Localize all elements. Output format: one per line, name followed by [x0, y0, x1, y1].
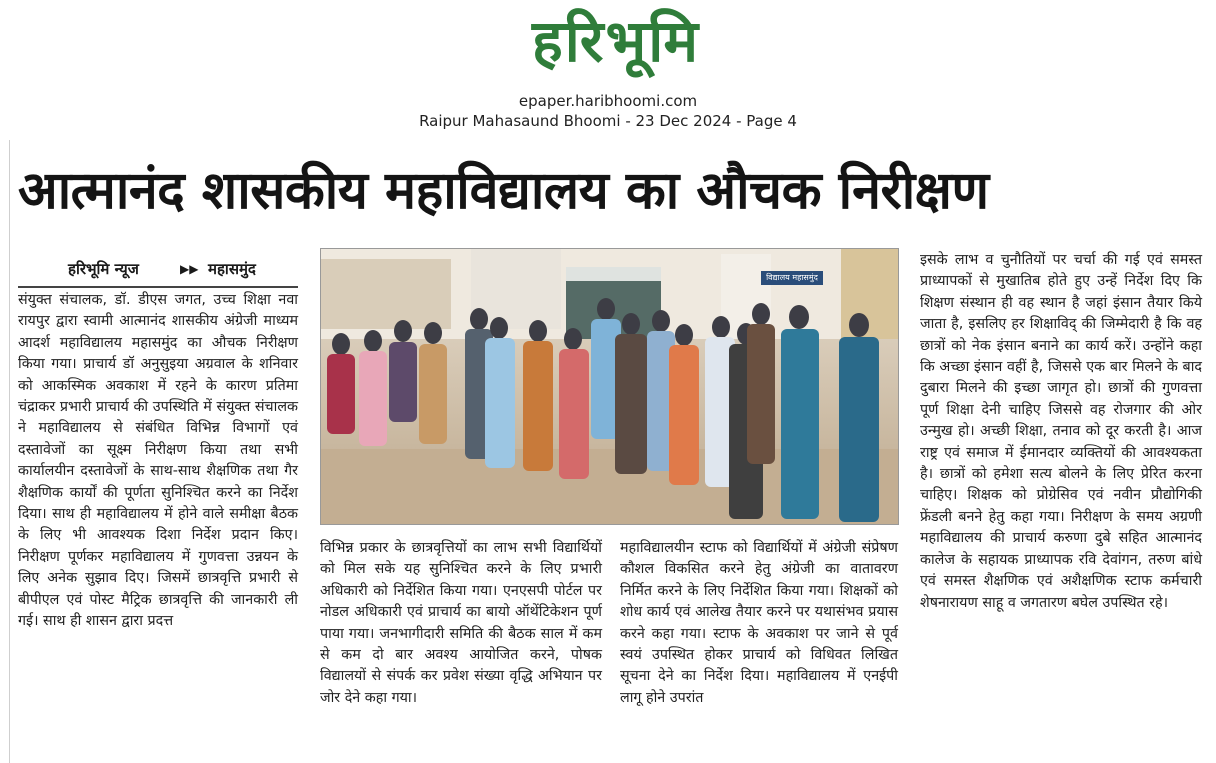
article-column-3: महाविद्यालयीन स्टाफ को विद्यार्थियों में अंग्रेजी संप्रेषण कौशल विकसित करने हेतु अंग्रेजी का वातावरण निर्मित करने के लिए निर्देशित किया गया। शिक्षकों को शोध कार्य एवं आलेख तैयार करने पर यथासंभव प्रयास करने कहा गया। स्टाफ के अवकाश पर जाने से पूर्व स्वयं उपस्थित होकर प्राचार्य को विधिवत लिखित सूचना देने का निर्देश दिया। महाविद्यालय में एनईपी लागू होने उपरांत	[620, 540, 898, 706]
byline-place: महासमुंद	[208, 260, 256, 278]
masthead	[0, 0, 1216, 135]
column-divider	[9, 140, 10, 763]
building-sign: विद्यालय महासमुंद	[761, 271, 823, 285]
byline	[18, 254, 298, 288]
article-column-2: विभिन्न प्रकार के छात्रवृत्तियों का लाभ सभी विद्यार्थियों को मिल सके यह सुनिश्चित करने के लिए प्रभारी अधिकारी को निर्देशित किया गया। एनएसपी पोर्टल पर नोडल अधिकारी एवं प्राचार्य का बायो ऑथेंटिकेशन पूर्ण पाया गया। जनभागीदारी समिति की बैठक साल में कम से कम दो बार अवश्य आयोजित करने, पोषक विद्यालयों से संपर्क कर प्रवेश संख्या वृद्धि अभियान पर जोर देने कहा गया।	[320, 540, 602, 706]
byline-source: हरिभूमि न्यूज	[68, 260, 139, 278]
article-headline: आत्मानंद शासकीय महाविद्यालय का औचक निरीक्षण	[18, 161, 989, 221]
logo-text: हरिभूमि	[531, 7, 701, 75]
edition-info: Raipur Mahasaund Bhoomi - 23 Dec 2024 - Page 4	[419, 112, 797, 130]
article-column-1: संयुक्त संचालक, डॉ. डीएस जगत, उच्च शिक्षा नवा रायपुर द्वारा स्वामी आत्मानंद शासकीय अंग्रेजी माध्यम आदर्श महाविद्यालय महासमुंद का औचक निरीक्षण किया गया। प्राचार्य डॉ अनुसुइया अग्रवाल के शनिवार को आकस्मिक अवकाश में रहने के कारण प्रतिमा चंद्राकर प्रभारी प्राचार्य की उपस्थिति में संयुक्त संचालक ने महाविद्यालय से संबंधित विभिन्न विभागों एवं दस्तावेजों का सूक्ष्म निरीक्षण किया तथा सभी कार्यालयीन दस्तावेजों के साथ-साथ शैक्षणिक तथा गैर शैक्षणिक कार्यों की पूर्णता सुनिश्चित करने का निर्देश दिया। साथ ही महाविद्यालय में होने वाले समीक्षा बैठक के लिए भी आवश्यक दिशा निर्देश प्रदान किए। निरीक्षण पूर्णकर महाविद्यालय में गुणवत्ता उन्नयन के लिए अनेक सुझाव दिए। जिसमें छात्रवृत्ति प्रभारी से बीपीएल एवं पोस्ट मैट्रिक छात्रवृत्ति की जानकारी ली गई। साथ ही शासन द्वारा प्रदत्त	[18, 292, 298, 630]
group-photo-illustration	[321, 249, 898, 524]
double-arrow-icon: ▶▶	[180, 262, 199, 276]
article-column-4: इसके लाभ व चुनौतियों पर चर्चा की गई एवं समस्त प्राध्यापकों से मुखातिब होते हुए उन्हें निर्देश दिए कि शिक्षण संस्थान ही वह स्थान है जहां इंसान तैयार किये जाता है, इसलिए हर शिक्षाविद् की जिम्मेदारी है कि वह छात्रों को नेक इंसान बनाने का कार्य करें। उन्होंने कहा कि अच्छा इंसान वहीं है, जिससे एक बार मिलने के बाद दुबारा मिलने की इच्छा जागृत हो। छात्रों की गुणवत्ता पूर्ण शिक्षा देनी चाहिए जिससे वह रोजगार की ओर उन्मुख हो। अच्छी शिक्षा, तनाव को दूर करती है। आज राष्ट्र एवं समाज में ईमानदार व्यक्तियों की आवश्यकता है। छात्रों को हमेशा सत्य बोलने के लिए प्रेरित करना चाहिए। शिक्षक को प्रोग्रेसिव एवं नवीन प्रौद्योगिकी फ्रेंडली बनने हेतु कहा गया। निरीक्षण के समय अग्रणी महाविद्यालय की प्राचार्य करुणा दुबे सहित आत्मानंद कालेज के सहायक प्राध्यापक रवि देवांगन, तरुण बांधे एवं समस्त शैक्षणिक एवं अशैक्षणिक स्टाफ कर्मचारी शेषनारायण साहू व जगतारण बघेल उपस्थित रहे।	[920, 252, 1202, 611]
article-photo	[320, 248, 899, 525]
haribhoomi-logo[interactable]	[470, 4, 762, 78]
epaper-url[interactable]: epaper.haribhoomi.com	[518, 92, 698, 110]
